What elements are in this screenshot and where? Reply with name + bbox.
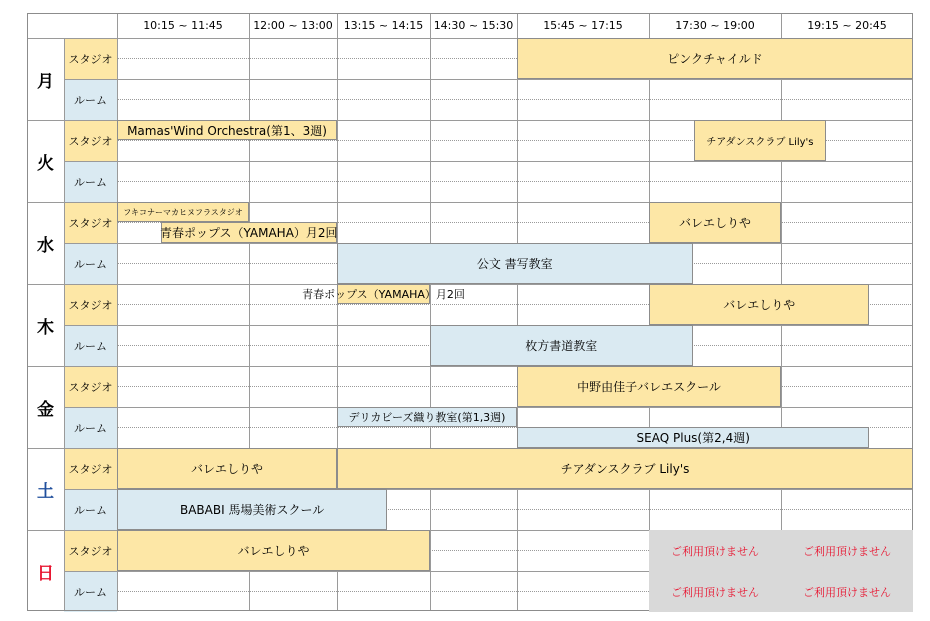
day-label: 水 — [37, 235, 54, 256]
studio-label: スタジオ — [64, 284, 117, 325]
event-block: 公文 書写教室 — [337, 243, 693, 284]
unavailable-block: ご利用頂けません — [649, 530, 781, 571]
unavailable-block: ご利用頂けません — [649, 571, 781, 612]
event-block: チアダンスクラブ Lily's — [337, 448, 913, 489]
time-slot-header: 19:15 ~ 20:45 — [807, 19, 887, 32]
time-slot-header: 12:00 ~ 13:00 — [253, 19, 333, 32]
event-block: 中野由佳子バレエスクール — [517, 366, 781, 407]
event-block: 青春ポップス（YAMAHA）月2回 — [337, 284, 430, 304]
day-label: 土 — [37, 481, 54, 502]
room-label: ルーム — [64, 243, 117, 284]
event-block: バレエしりや — [649, 284, 869, 325]
day-label: 火 — [37, 153, 54, 174]
studio-label: スタジオ — [64, 366, 117, 407]
event-block: SEAQ Plus(第2,4週) — [517, 427, 869, 448]
event-block: 枚方書道教室 — [430, 325, 693, 366]
studio-label: スタジオ — [64, 448, 117, 489]
event-block: Mamas'Wind Orchestra(第1、3週) — [117, 120, 337, 140]
day-label: 金 — [37, 399, 54, 420]
time-slot-header: 14:30 ~ 15:30 — [433, 19, 514, 32]
day-label: 木 — [37, 317, 54, 338]
room-label: ルーム — [64, 407, 117, 448]
time-slot-header: 15:45 ~ 17:15 — [543, 19, 623, 32]
event-block: バレエしりや — [117, 530, 430, 571]
time-slot-header: 17:30 ~ 19:00 — [675, 19, 755, 32]
day-label: 月 — [37, 71, 54, 92]
studio-label: スタジオ — [64, 202, 117, 243]
studio-label: スタジオ — [64, 120, 117, 161]
room-label: ルーム — [64, 489, 117, 530]
event-block: ピンクチャイルド — [517, 38, 913, 79]
event-block: バレエしりや — [117, 448, 337, 489]
room-label: ルーム — [64, 79, 117, 120]
studio-label: スタジオ — [64, 38, 117, 79]
room-label: ルーム — [64, 161, 117, 202]
event-block: バレエしりや — [649, 202, 781, 243]
studio-label: スタジオ — [64, 530, 117, 571]
room-label: ルーム — [64, 325, 117, 366]
event-block: デリカビーズ織り教室(第1,3週) — [337, 407, 517, 427]
day-label: 日 — [37, 563, 54, 584]
room-label: ルーム — [64, 571, 117, 612]
event-block: チアダンスクラブ Lily's — [694, 120, 826, 161]
time-slot-header: 13:15 ~ 14:15 — [343, 19, 424, 32]
event-block: フキコナーマカヒヌフラスタジオ — [117, 202, 249, 222]
unavailable-block: ご利用頂けません — [781, 530, 913, 571]
unavailable-block: ご利用頂けません — [781, 571, 913, 612]
event-block: BABABI 馬場美術スクール — [117, 489, 387, 530]
event-block: 青春ポップス（YAMAHA）月2回 — [161, 222, 337, 243]
time-slot-header: 10:15 ~ 11:45 — [143, 19, 223, 32]
